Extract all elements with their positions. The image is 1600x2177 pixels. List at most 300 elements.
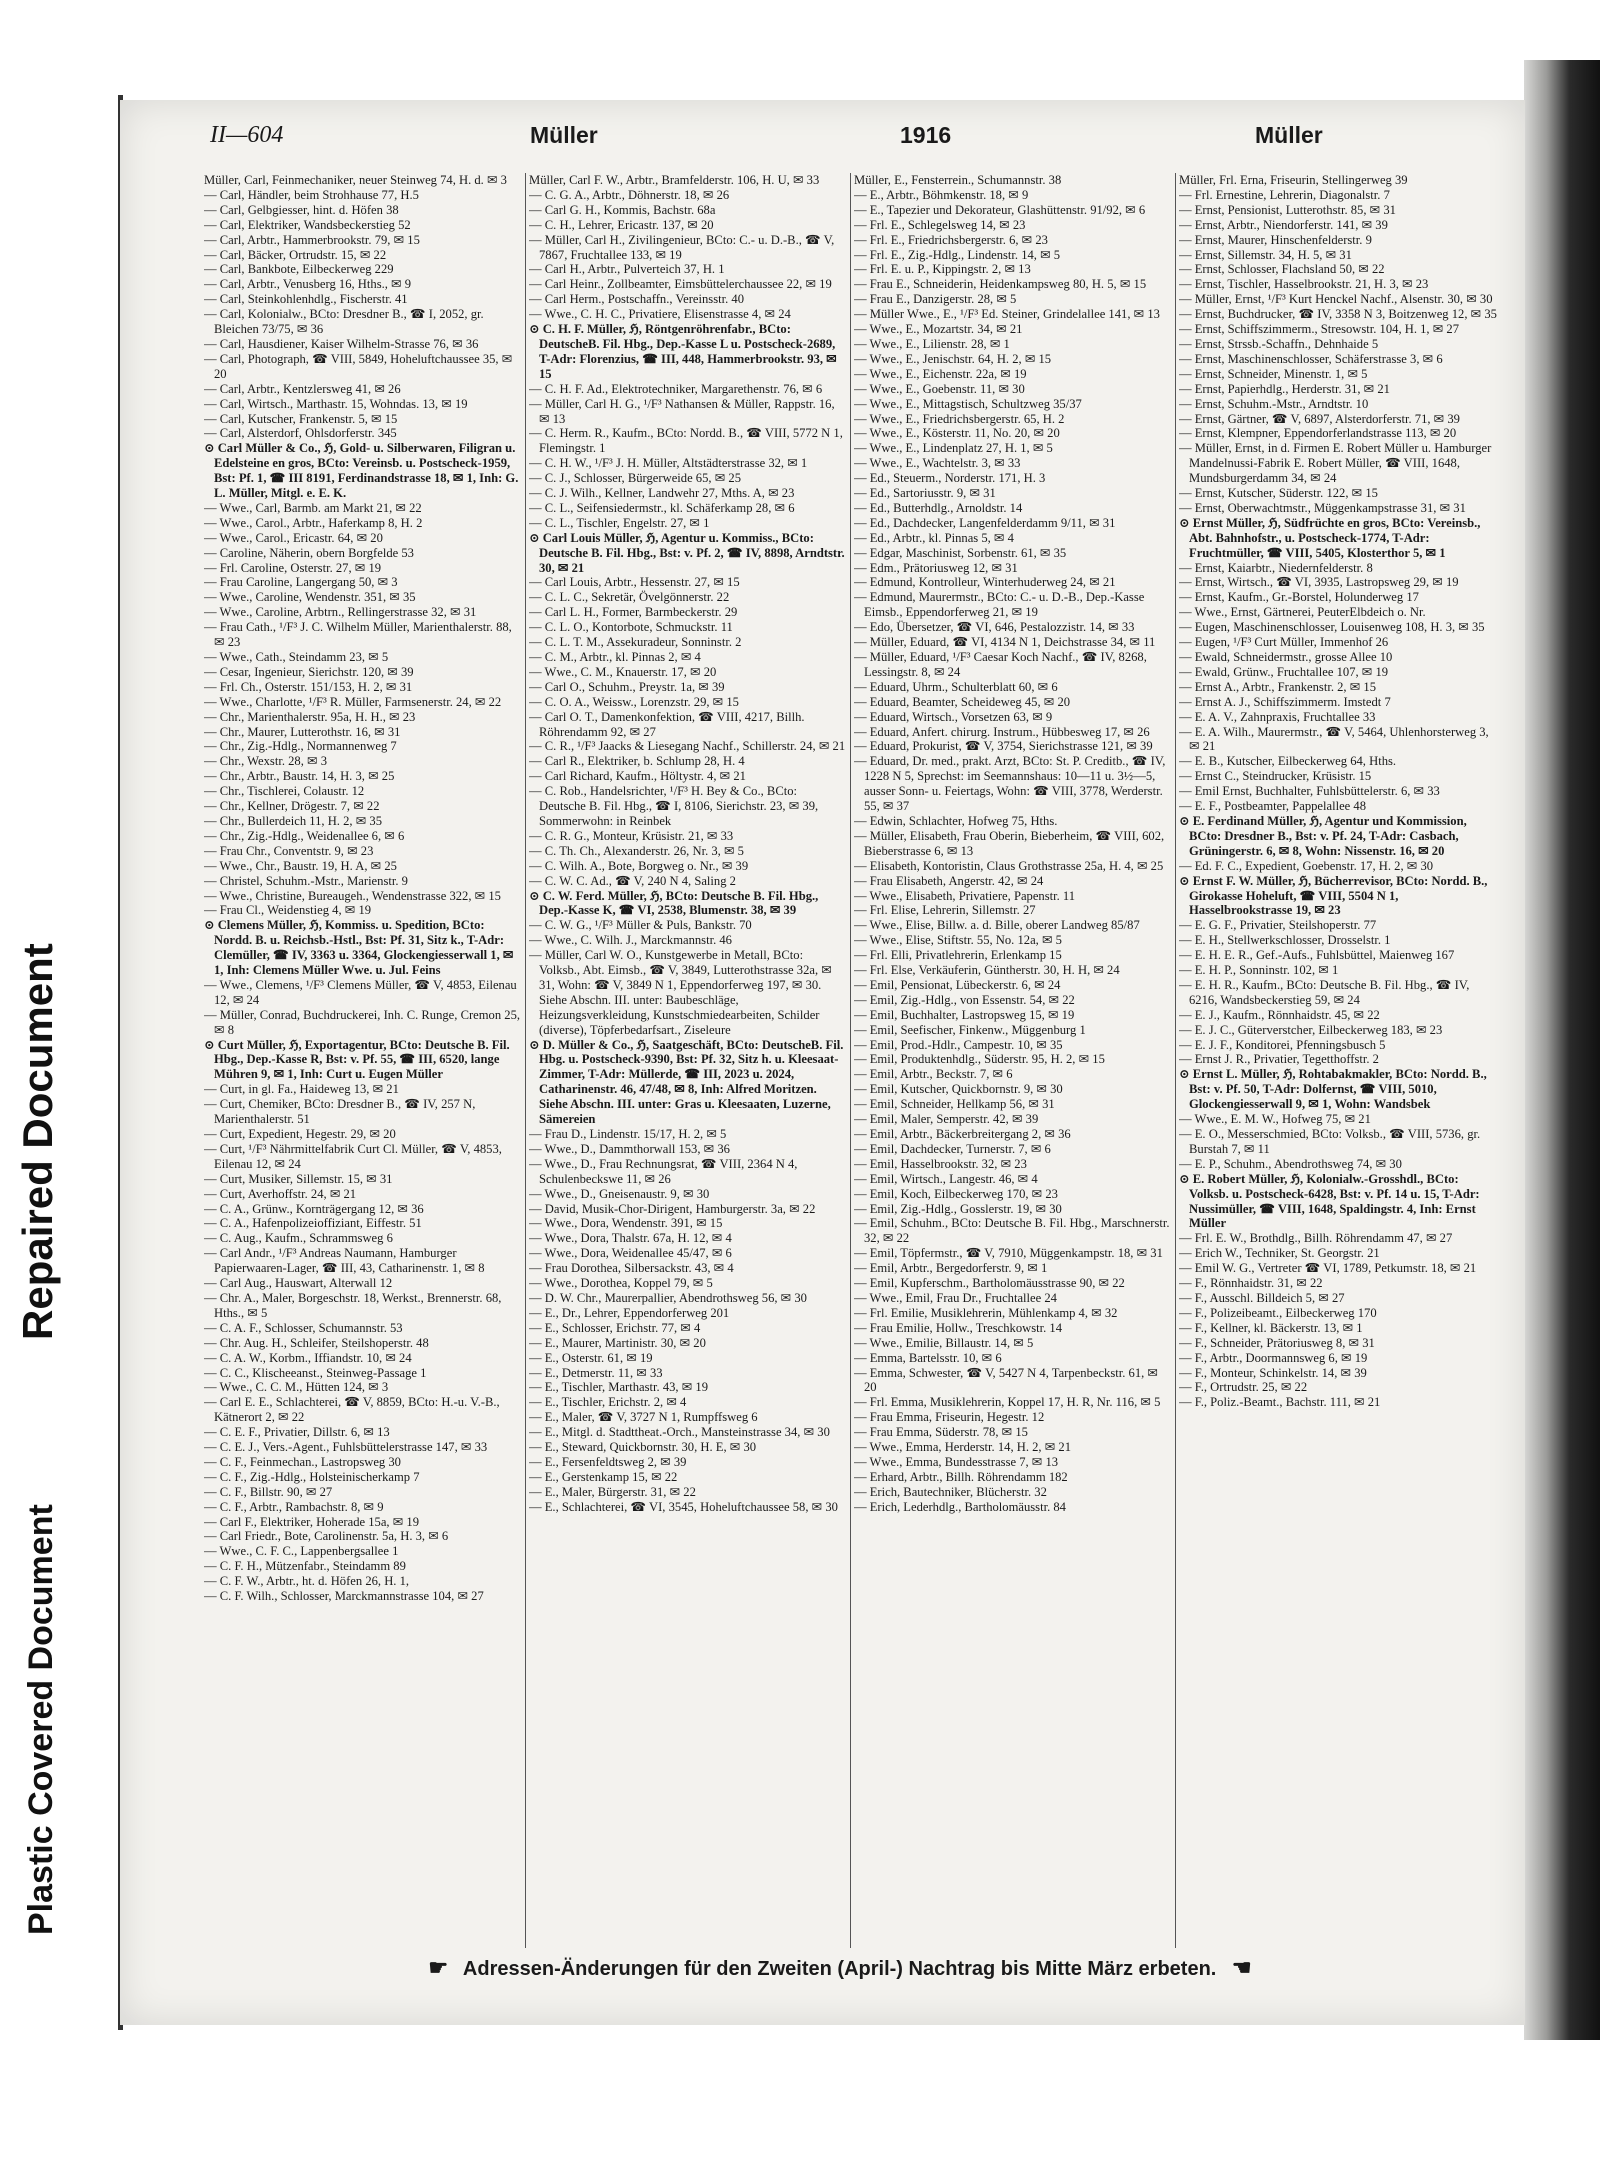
directory-entry: — Chr., Zig.-Hdlg., Normannenweg 7 bbox=[204, 739, 397, 754]
directory-entry: — Carl, Photograph, ☎ VIII, 5849, Hoheluftchaussee 35, ✉ 20 bbox=[204, 351, 513, 381]
directory-entry: — Müller, Eduard, ☎ VI, 4134 N 1, Deichstrasse 34, ✉ 11 bbox=[854, 635, 1156, 650]
directory-entry: — Ed., Steuerm., Norderstr. 171, H. 3 bbox=[854, 471, 1046, 486]
directory-entry: — Edo, Übersetzer, ☎ VI, 646, Pestalozzistr. 14, ✉ 33 bbox=[854, 620, 1135, 635]
directory-entry: — Eduard, Anfert. chirurg. Instrum., Hübbesweg 17, ✉ 26 bbox=[854, 724, 1150, 739]
directory-entry: — E., Fersenfeldtsweg 2, ✉ 39 bbox=[529, 1454, 687, 1469]
directory-entry: — Cesar, Ingenieur, Sierichstr. 120, ✉ 39 bbox=[204, 664, 414, 679]
pointing-hand-left-icon: ☚ bbox=[1231, 1955, 1252, 1980]
directory-entry: ⊙ Carl Louis Müller, ℌ, Agentur u. Kommiss., BCto: Deutsche B. Fil. Hbg., Bst: v. Pf. 2, ☎ IV, 8898, Arndtstr. 30, ✉ 21 bbox=[529, 530, 845, 575]
directory-entry: — Ernst, Strssb.-Schaffn., Dehnhaide 5 bbox=[1179, 336, 1379, 351]
directory-entry: — C. J. Wilh., Kellner, Landwehr 27, Mths. A, ✉ 23 bbox=[529, 486, 795, 501]
directory-entry: — Carl Richard, Kaufm., Höltystr. 4, ✉ 21 bbox=[529, 769, 746, 784]
directory-entry: — Curt, Chemiker, BCto: Dresdner B., ☎ IV, 257 N, Marienthalerstr. 51 bbox=[204, 1097, 476, 1127]
directory-entry: — Carl, Steinkohlenhdlg., Fischerstr. 41 bbox=[204, 292, 408, 307]
directory-entry: — Wwe., D., Frau Rechnungsrat, ☎ VIII, 2364 N 4, Schulenbeckswe 11, ✉ 26 bbox=[529, 1156, 798, 1186]
directory-entry: — Carl R., Elektriker, b. Schlump 28, H. 4 bbox=[529, 754, 745, 769]
directory-entry: — Ernst, Schuhm.-Mstr., Arndtstr. 10 bbox=[1179, 396, 1369, 411]
directory-entry: — Müller, Elisabeth, Frau Oberin, Bieberheim, ☎ VIII, 602, Bieberstrasse 6, ✉ 13 bbox=[854, 828, 1165, 858]
directory-entry: — Carl, Bankbote, Eilbeckerweg 229 bbox=[204, 262, 394, 277]
directory-entry: — C. F. W., Arbtr., ht. d. Höfen 26, H. 1, bbox=[204, 1574, 410, 1589]
directory-entry: — Frau Cath., ¹/F³ J. C. Wilhelm Müller, Marienthalerstr. 88, ✉ 23 bbox=[204, 620, 512, 650]
directory-entry: — E. B., Kutscher, Eilbeckerweg 64, Hths. bbox=[1179, 754, 1397, 769]
directory-entry: — C. A., Grünw., Kornträgergang 12, ✉ 36 bbox=[204, 1201, 424, 1216]
directory-entry: — Ernst, Schlosser, Flachsland 50, ✉ 22 bbox=[1179, 262, 1385, 277]
directory-columns bbox=[204, 173, 1499, 1948]
directory-entry: — F., Monteur, Schinkelstr. 14, ✉ 39 bbox=[1179, 1365, 1367, 1380]
directory-entry: — Emil, Arbtr., Bäckerbreitergang 2, ✉ 36 bbox=[854, 1127, 1071, 1141]
directory-entry: — C. F., Billstr. 90, ✉ 27 bbox=[204, 1484, 333, 1499]
directory-entry: — E., Osterstr. 61, ✉ 19 bbox=[529, 1350, 653, 1365]
column-divider bbox=[525, 173, 526, 1948]
directory-entry: — E., Maler, ☎ V, 3727 N 1, Rumpffsweg 6 bbox=[529, 1410, 758, 1425]
directory-entry: — Ernst, Buchdrucker, ☎ IV, 3358 N 3, Boitzenweg 12, ✉ 35 bbox=[1179, 307, 1497, 322]
directory-entry: — Christel, Schuhm.-Mstr., Marienstr. 9 bbox=[204, 873, 408, 888]
directory-entry: — Emil, Dachdecker, Turnerstr. 7, ✉ 6 bbox=[854, 1141, 1051, 1156]
directory-entry: — Wwe., Dorothea, Koppel 79, ✉ 5 bbox=[529, 1276, 713, 1291]
directory-entry: — Edmund, Kontrolleur, Winterhuderweg 24, ✉ 21 bbox=[854, 575, 1116, 590]
directory-entry: — Chr., Zig.-Hdlg., Weidenallee 6, ✉ 6 bbox=[204, 828, 405, 843]
directory-entry: — C. Th. Ch., Alexanderstr. 26, Nr. 3, ✉ 5 bbox=[529, 843, 744, 858]
directory-entry: — E., Gerstenkamp 15, ✉ 22 bbox=[529, 1469, 678, 1484]
directory-entry: — Eduard, Prokurist, ☎ V, 3754, Sierichstrasse 121, ✉ 39 bbox=[854, 739, 1153, 754]
directory-entry: — Chr., Kellner, Drögestr. 7, ✉ 22 bbox=[204, 799, 380, 814]
directory-entry: — F., Schneider, Prätoriusweg 8, ✉ 31 bbox=[1179, 1335, 1375, 1350]
directory-entry: — Emil, Koch, Eilbeckerweg 170, ✉ 23 bbox=[854, 1186, 1058, 1201]
directory-entry: — Carl, Kolonialw., BCto: Dresdner B., ☎ I, 2052, gr. Bleichen 73/75, ✉ 36 bbox=[204, 307, 484, 337]
directory-entry: — C. W. G., ¹/F³ Müller & Puls, Bankstr. 70 bbox=[529, 918, 752, 933]
directory-entry: — Emil, Schuhm., BCto: Deutsche B. Fil. Hbg., Marschnerstr. 32, ✉ 22 bbox=[854, 1216, 1170, 1246]
directory-entry: — C. G. A., Arbtr., Döhnerstr. 18, ✉ 26 bbox=[529, 187, 730, 202]
directory-entry: — Carl, Wirtsch., Marthastr. 15, Wohndas. 13, ✉ 19 bbox=[204, 396, 468, 411]
directory-entry: — Carl, Arbtr., Hammerbrookstr. 79, ✉ 15 bbox=[204, 232, 420, 247]
directory-entry: — Wwe., E., Lindenplatz 27, H. 1, ✉ 5 bbox=[854, 441, 1053, 456]
directory-entry: ⊙ Clemens Müller, ℌ, Kommiss. u. Spedition, BCto: Nordd. B. u. Reichsb.-Hstl., Bst: Pf. 31, Sitz k., T-Adr: Clemüller, ☎ IV, 3363 u. 3364, Glockengiesserwall 1, ✉ 1, Inh: Clemens Müller Wwe. u. Jul. Feins bbox=[204, 918, 514, 978]
directory-entry: — Carl, Hausdiener, Kaiser Wilhelm-Strasse 76, ✉ 36 bbox=[204, 336, 479, 351]
header-name-right: Müller bbox=[1255, 122, 1323, 148]
directory-entry: — Carl, Arbtr., Venusberg 16, Hths., ✉ 9 bbox=[204, 277, 412, 292]
directory-entry: ⊙ C. H. F. Müller, ℌ, Röntgenröhrenfabr., BCto: DeutscheB. Fil. Hbg., Dep.-Kasse L u. Postscheck-2689, T-Adr: Florenzius, ☎ III, 448, Hammerbrookstr. 93, ✉ 15 bbox=[529, 322, 837, 381]
directory-entry: — C. O. A., Weissw., Lorenzstr. 29, ✉ 15 bbox=[529, 694, 739, 709]
directory-entry: — Wwe., Elise, Stiftstr. 55, No. 12a, ✉ 5 bbox=[854, 933, 1062, 948]
directory-entry: — Erich W., Techniker, St. Georgstr. 21 bbox=[1179, 1246, 1380, 1261]
directory-entry: — Wwe., E., Lilienstr. 28, ✉ 1 bbox=[854, 336, 1010, 351]
directory-entry: — E., Dr., Lehrer, Eppendorferweg 201 bbox=[529, 1305, 730, 1320]
directory-entry: — Wwe., Carol., Arbtr., Haferkamp 8, H. 2 bbox=[204, 515, 423, 530]
directory-entry: — Carl G. H., Kommis, Bachstr. 68a bbox=[529, 202, 716, 217]
directory-entry: — Carl Aug., Hauswart, Alterwall 12 bbox=[204, 1276, 393, 1291]
directory-entry: — Chr., Bullerdeich 11, H. 2, ✉ 35 bbox=[204, 813, 382, 828]
header-name-left: Müller bbox=[530, 122, 598, 148]
directory-entry: — Emil, Produktenhdlg., Süderstr. 95, H. 2, ✉ 15 bbox=[854, 1052, 1105, 1067]
directory-entry: — E. A. Wilh., Maurermstr., ☎ V, 5464, Uhlenhorsterweg 3, ✉ 21 bbox=[1179, 724, 1489, 754]
directory-entry: — E., Tischler, Erichstr. 2, ✉ 4 bbox=[529, 1395, 687, 1410]
directory-entry: — Ernst, Arbtr., Niendorferstr. 141, ✉ 39 bbox=[1179, 217, 1388, 232]
directory-entry: — Emil, Buchhalter, Lastropsweg 15, ✉ 19 bbox=[854, 1007, 1075, 1022]
directory-entry: — E. H. P., Sonninstr. 102, ✉ 1 bbox=[1179, 963, 1339, 978]
directory-entry: — C. A. F., Schlosser, Schumannstr. 53 bbox=[204, 1320, 403, 1335]
directory-entry: — C. Aug., Kaufm., Schrammsweg 6 bbox=[204, 1231, 393, 1246]
directory-entry: — Frl. Ch., Osterstr. 151/153, H. 2, ✉ 31 bbox=[204, 679, 413, 694]
directory-entry: — E. H., Stellwerkschlosser, Drosselstr. 1 bbox=[1179, 933, 1391, 948]
directory-entry: — Carl, Bäcker, Ortrudstr. 15, ✉ 22 bbox=[204, 247, 387, 262]
repaired-document-label: Repaired Document bbox=[14, 943, 61, 1340]
directory-entry: — Ernst, Schiffszimmerm., Stresowstr. 104, H. 1, ✉ 27 bbox=[1179, 322, 1460, 337]
directory-entry: — Erich, Lederhdlg., Bartholomäusstr. 84 bbox=[854, 1499, 1066, 1514]
directory-entry: — Carl Louis, Arbtr., Hessenstr. 27, ✉ 15 bbox=[529, 575, 740, 590]
directory-entry: ⊙ Ernst F. W. Müller, ℌ, Bücherrevisor, BCto: Nordd. B., Girokasse Hoheluft, ☎ VIII, 5504 N 1, Hasselbrookstrasse 19, ✉ 23 bbox=[1179, 873, 1488, 918]
directory-page bbox=[120, 100, 1525, 2025]
directory-entry: — Emma, Bartelsstr. 10, ✉ 6 bbox=[854, 1350, 1002, 1365]
directory-entry: — C. F., Zig.-Hdlg., Holsteinischerkamp 7 bbox=[204, 1469, 420, 1484]
directory-entry: — Frl. E., Friedrichsbergerstr. 6, ✉ 23 bbox=[854, 232, 1048, 247]
directory-entry: — Müller, Ernst, in d. Firmen E. Robert Müller u. Hamburger Mandelnussi-Fabrik E. Robert Müller, ☎ VIII, 1648, Mundsburgerdamm 34, ✉ 24 bbox=[1179, 441, 1492, 486]
directory-entry: — Emil, Wirtsch., Langestr. 46, ✉ 4 bbox=[854, 1171, 1038, 1186]
directory-entry: — Eugen, Maschinenschlosser, Louisenweg 108, H. 3, ✉ 35 bbox=[1179, 620, 1485, 635]
directory-entry: — Müller, Conrad, Buchdruckerei, Inh. C. Runge, Cremon 25, ✉ 8 bbox=[204, 1007, 521, 1037]
directory-entry: — Wwe., Dora, Weidenallee 45/47, ✉ 6 bbox=[529, 1246, 732, 1261]
directory-entry: — Emil, Kutscher, Quickbornstr. 9, ✉ 30 bbox=[854, 1082, 1063, 1097]
directory-entry: — Chr., Tischlerei, Colaustr. 12 bbox=[204, 784, 365, 799]
directory-entry: — Carl Friedr., Bote, Carolinenstr. 5a, H. 3, ✉ 6 bbox=[204, 1529, 449, 1544]
directory-entry: — Carl E. E., Schlachterei, ☎ V, 8859, BCto: H.-u. V.-B., Kätnerort 2, ✉ 22 bbox=[204, 1395, 500, 1425]
header-year: 1916 bbox=[900, 122, 952, 148]
directory-entry: — Carl, Arbtr., Kentzlersweg 41, ✉ 26 bbox=[204, 381, 401, 396]
directory-entry: — Ernst, Klempner, Eppendorferlandstrasse 113, ✉ 20 bbox=[1179, 426, 1457, 441]
directory-entry: ⊙ Curt Müller, ℌ, Exportagentur, BCto: Deutsche B. Fil. Hbg., Dep.-Kasse R, Bst: v. Pf. 55, ☎ III, 6520, lange Mühren 9, ✉ 1, Inh: Curt u. Eugen Müller bbox=[204, 1037, 510, 1082]
directory-entry: — Emil Ernst, Buchhalter, Fuhlsbüttelerstr. 6, ✉ 33 bbox=[1179, 784, 1440, 799]
directory-entry: — Carl O. T., Damenkonfektion, ☎ VIII, 4217, Billh. Röhrendamm 92, ✉ 27 bbox=[529, 709, 805, 739]
directory-entry: — Wwe., E., Eichenstr. 22a, ✉ 19 bbox=[854, 366, 1027, 381]
directory-entry: — Frl. Caroline, Osterstr. 27, ✉ 19 bbox=[204, 560, 382, 575]
directory-entry: — E. J., Kaufm., Rönnhaidstr. 45, ✉ 22 bbox=[1179, 1007, 1380, 1022]
directory-entry: — Chr. Aug. H., Schleifer, Steilshoperstr. 48 bbox=[204, 1335, 429, 1350]
directory-entry: — Edmund, Maurermstr., BCto: C.- u. D.-B., Dep.-Kasse Eimsb., Eppendorferweg 21, ✉ 19 bbox=[854, 590, 1145, 620]
directory-entry: — Wwe., E., Goebenstr. 11, ✉ 30 bbox=[854, 381, 1025, 396]
directory-entry: — Chr., Marienthalerstr. 95a, H. H., ✉ 23 bbox=[204, 709, 416, 724]
plastic-covered-document-label: Plastic Covered Document bbox=[22, 1504, 60, 1935]
directory-entry: — Wwe., Carol., Ericastr. 64, ✉ 20 bbox=[204, 530, 383, 545]
directory-entry: — Chr. A., Maler, Borgeschstr. 18, Werkst., Brennerstr. 68, Hths., ✉ 5 bbox=[204, 1290, 502, 1320]
directory-entry: — E. O., Messerschmied, BCto: Volksb., ☎ VIII, 5736, gr. Burstah 7, ✉ 11 bbox=[1179, 1127, 1481, 1156]
directory-entry: — E., Detmerstr. 11, ✉ 33 bbox=[529, 1365, 663, 1380]
directory-entry: — C. C., Klischeeanst., Steinweg-Passage 1 bbox=[204, 1365, 427, 1380]
directory-entry: — Carl O., Schuhm., Preystr. 1a, ✉ 39 bbox=[529, 679, 725, 694]
directory-entry: — Wwe., E., Wachtelstr. 3, ✉ 33 bbox=[854, 456, 1021, 471]
directory-entry: — E. J. C., Güterverstcher, Eilbeckerweg 183, ✉ 23 bbox=[1179, 1022, 1443, 1037]
directory-entry: — C. A. W., Korbm., Iffiandstr. 10, ✉ 24 bbox=[204, 1350, 412, 1365]
directory-entry: — Emil, Zig.-Hdlg., Gosslerstr. 19, ✉ 30 bbox=[854, 1201, 1062, 1216]
directory-entry: — Curt, in gl. Fa., Haideweg 13, ✉ 21 bbox=[204, 1082, 399, 1097]
directory-entry: — E. J. F., Konditorei, Pfenningsbusch 5 bbox=[1179, 1037, 1386, 1052]
directory-entry: — F., Polizeibeamt., Eilbeckerweg 170 bbox=[1179, 1305, 1377, 1320]
directory-entry: — E., Maurer, Martinistr. 30, ✉ 20 bbox=[529, 1335, 706, 1350]
directory-entry: — Frl. E., Zig.-Hdlg., Lindenstr. 14, ✉ 5 bbox=[854, 247, 1061, 262]
directory-entry: — F., Kellner, kl. Bäckerstr. 13, ✉ 1 bbox=[1179, 1320, 1363, 1335]
directory-entry: — Frau E., Danzigerstr. 28, ✉ 5 bbox=[854, 292, 1017, 307]
directory-entry: — Frl. Elli, Privatlehrerin, Erlenkamp 15 bbox=[854, 948, 1062, 963]
directory-entry: — Carl, Händler, beim Strohhause 77, H.5 bbox=[204, 187, 419, 202]
directory-entry: — Frau Emma, Süderstr. 78, ✉ 15 bbox=[854, 1425, 1028, 1440]
directory-entry: — Carl, Alsterdorf, Ohlsdorferstr. 345 bbox=[204, 426, 397, 441]
directory-entry: — Carl, Gelbgiesser, hint. d. Höfen 38 bbox=[204, 202, 399, 217]
directory-entry: — Eduard, Beamter, Scheideweg 45, ✉ 20 bbox=[854, 694, 1071, 709]
directory-entry: — C. L. O., Kontorbote, Schmuckstr. 11 bbox=[529, 620, 733, 635]
directory-entry: — Frl. E. W., Brothdlg., Billh. Röhrendamm 47, ✉ 27 bbox=[1179, 1231, 1453, 1246]
directory-entry: ⊙ C. W. Ferd. Müller, ℌ, BCto: Deutsche B. Fil. Hbg., Dep.-Kasse K, ☎ VI, 2538, Blumenstr. 38, ✉ 39 bbox=[529, 888, 819, 918]
directory-entry: — Emil, Prod.-Hdlr., Campestr. 10, ✉ 35 bbox=[854, 1037, 1063, 1052]
directory-entry: — Ernst A. J., Schiffszimmerm. Imstedt 7 bbox=[1179, 694, 1391, 709]
directory-entry: — E. G. F., Privatier, Steilshoperstr. 77 bbox=[1179, 918, 1377, 933]
directory-entry: — Wwe., Elisabeth, Privatiere, Papenstr. 11 bbox=[854, 888, 1076, 903]
directory-entry: — E., Schlosser, Erichstr. 77, ✉ 4 bbox=[529, 1320, 701, 1335]
directory-entry: — C. L., Seifensiedermstr., kl. Schäferkamp 28, ✉ 6 bbox=[529, 500, 795, 515]
directory-entry: — Wwe., Emma, Bundesstrasse 7, ✉ 13 bbox=[854, 1454, 1059, 1469]
directory-entry: — F., Poliz.-Beamt., Bachstr. 111, ✉ 21 bbox=[1179, 1395, 1381, 1410]
directory-entry: — Ernst, Tischler, Hasselbrookstr. 21, H. 3, ✉ 23 bbox=[1179, 277, 1429, 292]
directory-entry: — Curt, ¹/F³ Nährmittelfabrik Curt Cl. Müller, ☎ V, 4853, Eilenau 12, ✉ 24 bbox=[204, 1141, 502, 1171]
directory-entry: — Wwe., Emil, Frau Dr., Fruchtallee 24 bbox=[854, 1290, 1057, 1305]
directory-entry: — Wwe., Elise, Billw. a. d. Bille, oberer Landweg 85/87 bbox=[854, 918, 1140, 933]
directory-entry: ⊙ Carl Müller & Co., ℌ, Gold- u. Silberwaren, Filigran u. Edelsteine en gros, BCto: Vereinsb. u. Postscheck-1959, Bst: Pf. 1, ☎ III 8191, Ferdinandstrasse 18, ✉ 1, Inh: G. L. Müller, Mitgl. e. E. K. bbox=[204, 441, 519, 501]
directory-entry: — Ernst, Maurer, Hinschenfelderstr. 9 bbox=[1179, 232, 1372, 247]
directory-entry: — Carl Heinr., Zollbeamter, Eimsbüttelerchaussee 22, ✉ 19 bbox=[529, 277, 832, 292]
column-divider bbox=[1175, 173, 1176, 1948]
directory-entry: — Ernst, Kaufm., Gr.-Borstel, Holunderweg 17 bbox=[1179, 590, 1419, 605]
directory-entry: — Frau Elisabeth, Angerstr. 42, ✉ 24 bbox=[854, 873, 1044, 888]
directory-entry: — C. F., Feinmechan., Lastropsweg 30 bbox=[204, 1454, 401, 1469]
directory-entry: — E. F., Postbeamter, Pappelallee 48 bbox=[1179, 799, 1367, 814]
directory-entry: — Carl, Elektriker, Wandsbeckerstieg 52 bbox=[204, 217, 411, 232]
directory-entry: — Ed., Arbtr., kl. Pinnas 5, ✉ 4 bbox=[854, 530, 1014, 545]
directory-entry: — Wwe., C. Wilh. J., Marckmannstr. 46 bbox=[529, 933, 732, 948]
directory-entry: — C. F. H., Mützenfabr., Steindamm 89 bbox=[204, 1559, 406, 1574]
document-label-strip bbox=[0, 810, 90, 1970]
directory-entry: — Emil, Arbtr., Bergedorferstr. 9, ✉ 1 bbox=[854, 1261, 1048, 1276]
directory-entry: — Müller, Ernst, ¹/F³ Kurt Henckel Nachf., Alsenstr. 30, ✉ 30 bbox=[1179, 292, 1493, 307]
directory-entry: — Wwe., E., Jenischstr. 64, H. 2, ✉ 15 bbox=[854, 351, 1052, 366]
directory-entry: — Frl. Elise, Lehrerin, Sillemstr. 27 bbox=[854, 903, 1036, 918]
directory-entry: — F., Rönnhaidstr. 31, ✉ 22 bbox=[1179, 1276, 1323, 1291]
directory-entry: — C. R., ¹/F³ Jaacks & Liesegang Nachf., Schillerstr. 24, ✉ 21 bbox=[529, 739, 846, 754]
directory-entry: — Frau Chr., Conventstr. 9, ✉ 23 bbox=[204, 843, 374, 858]
directory-entry: — C. F. Wilh., Schlosser, Marckmannstrasse 104, ✉ 27 bbox=[204, 1589, 484, 1604]
directory-entry: — Eduard, Uhrm., Schulterblatt 60, ✉ 6 bbox=[854, 679, 1058, 694]
directory-entry: — E., Steward, Quickbornstr. 30, H. E, ✉ 30 bbox=[529, 1440, 757, 1455]
directory-entry: ⊙ Ernst Müller, ℌ, Südfrüchte en gros, BCto: Vereinsb., Abt. Bahnhofstr., u. Postscheck-1774, T-Adr: Fruchtmüller, ☎ VIII, 5405, Klosterthor 5, ✉ 1 bbox=[1179, 515, 1481, 560]
directory-entry: — Ernst, Sillemstr. 34, H. 5, ✉ 31 bbox=[1179, 247, 1352, 262]
directory-entry: — C. L. C., Sekretär, Övelgönnerstr. 22 bbox=[529, 590, 730, 605]
directory-entry: — E. A. V., Zahnpraxis, Fruchtallee 33 bbox=[1179, 709, 1376, 724]
directory-entry: — Curt, Expedient, Hegestr. 29, ✉ 20 bbox=[204, 1127, 396, 1141]
directory-entry: — Wwe., E., Kösterstr. 11, No. 20, ✉ 20 bbox=[854, 426, 1060, 441]
directory-entry: — C. W. C. Ad., ☎ V, 240 N 4, Saling 2 bbox=[529, 873, 736, 888]
directory-entry: — F., Ortrudstr. 25, ✉ 22 bbox=[1179, 1380, 1308, 1395]
directory-entry: — Emma, Schwester, ☎ V, 5427 N 4, Tarpenbeckstr. 61, ✉ 20 bbox=[854, 1365, 1158, 1395]
column-divider bbox=[850, 173, 851, 1948]
directory-entry: — Frau Emilie, Hollw., Treschkowstr. 14 bbox=[854, 1320, 1063, 1335]
directory-entry: — E. H. R., Kaufm., BCto: Deutsche B. Fil. Hbg., ☎ IV, 6216, Wandsbeckerstieg 59, ✉ 24 bbox=[1179, 977, 1470, 1007]
page-header bbox=[210, 122, 1480, 158]
directory-entry: — E., Mitgl. d. Stadttheat.-Orch., Mansteinstrasse 34, ✉ 30 bbox=[529, 1425, 830, 1440]
directory-entry: — Wwe., Dora, Wendenstr. 391, ✉ 15 bbox=[529, 1216, 723, 1231]
directory-entry: — Frau D., Lindenstr. 15/17, H. 2, ✉ 5 bbox=[529, 1127, 727, 1141]
directory-entry: — Wwe., C. C. M., Hütten 124, ✉ 3 bbox=[204, 1380, 389, 1395]
directory-entry: — David, Musik-Chor-Dirigent, Hamburgerstr. 3a, ✉ 22 bbox=[529, 1201, 816, 1216]
directory-entry: — Frl. Ernestine, Lehrerin, Diagonalstr. 7 bbox=[1179, 187, 1390, 202]
directory-entry: Müller, Frl. Erna, Friseurin, Stellingerweg 39 bbox=[1179, 173, 1408, 187]
directory-entry: — E., Arbtr., Böhmkenstr. 18, ✉ 9 bbox=[854, 187, 1029, 202]
directory-entry: — Frau Cl., Weidenstieg 4, ✉ 19 bbox=[204, 903, 372, 918]
directory-entry: — Ernst, Schneider, Minenstr. 1, ✉ 5 bbox=[1179, 366, 1368, 381]
directory-entry: — Ernst, Maschinenschlosser, Schäferstrasse 3, ✉ 6 bbox=[1179, 351, 1443, 366]
directory-entry: — C. H. W., ¹/F³ J. H. Müller, Altstädterstrasse 32, ✉ 1 bbox=[529, 456, 808, 471]
directory-entry: — Erhard, Arbtr., Billh. Röhrendamm 182 bbox=[854, 1469, 1068, 1484]
directory-entry: — Wwe., E. M. W., Hofweg 75, ✉ 21 bbox=[1179, 1112, 1371, 1127]
directory-column-2 bbox=[529, 173, 847, 1948]
directory-entry: — Müller, Eduard, ¹/F³ Caesar Koch Nachf., ☎ IV, 8268, Lessingstr. 8, ✉ 24 bbox=[854, 650, 1147, 679]
footer-notice: Adressen-Änderungen für den Zweiten (April-) Nachtrag bis Mitte März erbeten. bbox=[462, 1958, 1217, 1980]
directory-entry: — Ernst J. R., Privatier, Tegetthoffstr. 2 bbox=[1179, 1052, 1379, 1067]
directory-entry: — Edwin, Schlachter, Hofweg 75, Hths. bbox=[854, 813, 1058, 828]
directory-entry: — Wwe., Dora, Thalstr. 67a, H. 12, ✉ 4 bbox=[529, 1231, 732, 1246]
directory-entry: — C. Wilh. A., Bote, Borgweg o. Nr., ✉ 39 bbox=[529, 858, 749, 873]
directory-entry: — Frau Caroline, Langergang 50, ✉ 3 bbox=[204, 575, 398, 590]
directory-entry: — Carl H., Arbtr., Pulverteich 37, H. 1 bbox=[529, 262, 725, 277]
directory-entry: — Ed., Dachdecker, Langenfelderdamm 9/11, ✉ 31 bbox=[854, 515, 1116, 530]
directory-entry: — F., Arbtr., Doormannsweg 6, ✉ 19 bbox=[1179, 1350, 1368, 1365]
directory-entry: — Wwe., Charlotte, ¹/F³ R. Müller, Farmsenerstr. 24, ✉ 22 bbox=[204, 694, 502, 709]
page-number: II—604 bbox=[210, 122, 284, 148]
directory-entry: — Wwe., C. H. C., Privatiere, Elisenstrasse 4, ✉ 24 bbox=[529, 307, 791, 322]
directory-entry: — Wwe., Emma, Herderstr. 14, H. 2, ✉ 21 bbox=[854, 1440, 1072, 1455]
directory-entry: ⊙ Ernst L. Müller, ℌ, Rohtabakmakler, BCto: Nordd. B., Bst: v. Pf. 50, T-Adr: Dolfernst, ☎ VIII, 5010, Glockengiesserwall 9, ✉ 1, Wohn: Wandsbek bbox=[1179, 1067, 1487, 1112]
directory-entry: — Wwe., E., Mozartstr. 34, ✉ 21 bbox=[854, 322, 1023, 337]
directory-entry: Müller, Carl, Feinmechaniker, neuer Steinweg 74, H. d. ✉ 3 bbox=[204, 173, 507, 187]
directory-entry: — Wwe., E., Mittagstisch, Schultzweg 35/37 bbox=[854, 396, 1082, 411]
directory-entry: — Chr., Arbtr., Baustr. 14, H. 3, ✉ 25 bbox=[204, 769, 395, 784]
directory-entry: Müller, E., Fensterrein., Schumannstr. 38 bbox=[854, 173, 1062, 187]
directory-entry: — E., Maler, Bürgerstr. 31, ✉ 22 bbox=[529, 1484, 696, 1499]
directory-entry: — C. E. J., Vers.-Agent., Fuhlsbüttelerstrasse 147, ✉ 33 bbox=[204, 1440, 488, 1455]
directory-entry: — Frau Emma, Friseurin, Hegestr. 12 bbox=[854, 1410, 1045, 1425]
directory-entry: — Ernst, Pensionist, Lutterothstr. 85, ✉ 31 bbox=[1179, 202, 1396, 217]
directory-entry: — Ernst C., Steindrucker, Krüsistr. 15 bbox=[1179, 769, 1372, 784]
directory-entry: — Wwe., C. M., Knauerstr. 17, ✉ 20 bbox=[529, 664, 717, 679]
directory-entry: — Chr., Wexstr. 28, ✉ 3 bbox=[204, 754, 328, 769]
directory-entry: — Wwe., Caroline, Wendenstr. 351, ✉ 35 bbox=[204, 590, 416, 605]
directory-entry: — Emil, Kupferschm., Bartholomäusstrasse 90, ✉ 22 bbox=[854, 1276, 1125, 1291]
directory-entry: — Ernst, Papierhdlg., Herderstr. 31, ✉ 21 bbox=[1179, 381, 1390, 396]
directory-entry: — Carl L. H., Former, Barmbeckerstr. 29 bbox=[529, 605, 738, 620]
directory-entry: — Curt, Averhoffstr. 24, ✉ 21 bbox=[204, 1186, 357, 1201]
directory-entry: — C. A., Hafenpolizeioffiziant, Eiffestr. 51 bbox=[204, 1216, 422, 1231]
directory-entry: — Ernst, Oberwachtmstr., Müggenkampstrasse 31, ✉ 31 bbox=[1179, 500, 1466, 515]
directory-entry: — Frau Dorothea, Silbersackstr. 43, ✉ 4 bbox=[529, 1261, 734, 1276]
directory-entry: — Chr., Maurer, Lutterothstr. 16, ✉ 31 bbox=[204, 724, 401, 739]
directory-entry: — Ed. F. C., Expedient, Goebenstr. 17, H. 2, ✉ 30 bbox=[1179, 858, 1434, 873]
directory-entry: — Eduard, Dr. med., prakt. Arzt, BCto: St. P. Creditb., ☎ IV, 1228 N 5, Sprechst: im Seemannshaus: 10—11 u. 3½—5, ausser Sonn- u. Feiertags, Wohn: ☎ VIII, 3778, Werderstr. 55, ✉ 37 bbox=[854, 754, 1166, 814]
directory-entry: — Ewald, Schneidermstr., grosse Allee 10 bbox=[1179, 650, 1393, 664]
directory-entry: — Emil, Pensionat, Lübeckerstr. 6, ✉ 24 bbox=[854, 977, 1061, 992]
directory-entry: — Emil, Schneider, Hellkamp 56, ✉ 31 bbox=[854, 1097, 1055, 1112]
directory-entry: — C. F., Arbtr., Rambachstr. 8, ✉ 9 bbox=[204, 1499, 384, 1514]
directory-entry: — Wwe., Christine, Bureaugeh., Wendenstrasse 322, ✉ 15 bbox=[204, 888, 501, 903]
directory-entry: — E., Schlachterei, ☎ VI, 3545, Hoheluftchaussee 58, ✉ 30 bbox=[529, 1499, 838, 1514]
directory-entry: — Wwe., C. F. C., Lappenbergsallee 1 bbox=[204, 1544, 399, 1559]
directory-entry: ⊙ E. Robert Müller, ℌ, Kolonialw.-Grosshdl., BCto: Volksb. u. Postscheck-6428, Bst: v. Pf. 14 u. 15, T-Adr: Nussimüller, ☎ VIII, 1648, Spaldingstr. 4, Inh: Ernst Müller bbox=[1179, 1171, 1480, 1231]
directory-entry: — E. H. E. R., Gef.-Aufs., Fuhlsbüttel, Maienweg 167 bbox=[1179, 948, 1455, 963]
directory-entry: — Ernst, Wirtsch., ☎ VI, 3935, Lastropsweg 29, ✉ 19 bbox=[1179, 575, 1459, 590]
directory-entry: — E. P., Schuhm., Abendrothsweg 74, ✉ 30 bbox=[1179, 1156, 1402, 1171]
directory-entry: — Ernst A., Arbtr., Frankenstr. 2, ✉ 15 bbox=[1179, 679, 1377, 694]
directory-entry: — Ed., Butterhdlg., Arnoldstr. 14 bbox=[854, 500, 1023, 515]
directory-entry: — Wwe., Ernst, Gärtnerei, PeuterElbdeich o. Nr. bbox=[1179, 605, 1426, 620]
directory-entry: — Frl. E. u. P., Kippingstr. 2, ✉ 13 bbox=[854, 262, 1031, 277]
directory-entry: — Müller, Carl W. O., Kunstgewerbe in Metall, BCto: Volksb., Abt. Eimsb., ☎ V, 3849, Lutterothstrasse 32a, ✉ 31, Wohn: ☎ V, 3849 N 1, Eppendorferweg 197, ✉ 30. Siehe Abschn. III. unter: Baubeschläge, Heizungsverkleidung, Kunstschmiedearbeiten, Schilder (diverse), Töpferbedarfsart., Ziseleure bbox=[529, 948, 832, 1037]
directory-entry: — Eugen, ¹/F³ Curt Müller, Immenhof 26 bbox=[1179, 635, 1389, 650]
directory-entry: — Edm., Prätoriusweg 12, ✉ 31 bbox=[854, 560, 1018, 575]
directory-entry: — Müller, Carl H., Zivilingenieur, BCto: C.- u. D.-B., ☎ V, 7867, Fruchtallee 133, ✉ 19 bbox=[529, 232, 835, 262]
directory-entry: ⊙ D. Müller & Co., ℌ, Saatgeschäft, BCto: DeutscheB. Fil. Hbg. u. Postscheck-9390, Bst: Pf. 32, Sitz h. u. Kleesaat-Zimmer, T-Adr: Müllerde, ☎ III, 2023 u. 2024, Catharinenstr. 46, 47/48, ✉ 8, Inh: Alfred Moritzen. Siehe Abschn. III. unter: Gras u. Kleesaaten, Luzerne, Sämereien bbox=[529, 1037, 844, 1127]
directory-column-4 bbox=[1179, 173, 1497, 1948]
directory-entry: — Emil, Arbtr., Beckstr. 7, ✉ 6 bbox=[854, 1067, 1013, 1082]
directory-entry: — C. M., Arbtr., kl. Pinnas 2, ✉ 4 bbox=[529, 650, 701, 664]
directory-entry: — Wwe., D., Gneisenaustr. 9, ✉ 30 bbox=[529, 1186, 710, 1201]
directory-entry: — Erich, Bautechniker, Blücherstr. 32 bbox=[854, 1484, 1047, 1499]
directory-entry: — Wwe., Emilie, Billaustr. 14, ✉ 5 bbox=[854, 1335, 1034, 1350]
directory-entry: — Carl F., Elektriker, Hoherade 15a, ✉ 19 bbox=[204, 1514, 420, 1529]
directory-column-3 bbox=[854, 173, 1172, 1948]
directory-entry: — Wwe., D., Dammthorwall 153, ✉ 36 bbox=[529, 1141, 730, 1156]
directory-entry: — Wwe., E., Friedrichsbergerstr. 65, H. 2 bbox=[854, 411, 1065, 426]
directory-entry: — Frl. E., Schlegelsweg 14, ✉ 23 bbox=[854, 217, 1026, 232]
directory-entry: — Ed., Sartoriusstr. 9, ✉ 31 bbox=[854, 486, 996, 501]
directory-entry: — C. H. F. Ad., Elektrotechniker, Margarethenstr. 76, ✉ 6 bbox=[529, 381, 823, 396]
directory-entry: — Edgar, Maschinist, Sorbenstr. 61, ✉ 35 bbox=[854, 545, 1067, 560]
directory-entry: — C. J., Schlosser, Bürgerweide 65, ✉ 25 bbox=[529, 471, 741, 486]
directory-entry: — Müller Wwe., E., ¹/F³ Ed. Steiner, Grindelallee 141, ✉ 13 bbox=[854, 307, 1160, 322]
directory-entry: — Wwe., Cath., Steindamm 23, ✉ 5 bbox=[204, 650, 389, 664]
directory-entry: — Emil, Hasselbrookstr. 32, ✉ 23 bbox=[854, 1156, 1027, 1171]
adjacent-page-edge bbox=[1524, 60, 1600, 2040]
directory-entry: — Frl. Else, Verkäuferin, Güntherstr. 30, H. H, ✉ 24 bbox=[854, 963, 1120, 978]
directory-entry: — Emil, Maler, Semperstr. 42, ✉ 39 bbox=[854, 1112, 1039, 1127]
directory-entry: — Eduard, Wirtsch., Vorsetzen 63, ✉ 9 bbox=[854, 709, 1053, 724]
directory-entry: — Ernst, Gärtner, ☎ V, 6897, Alsterdorferstr. 71, ✉ 39 bbox=[1179, 411, 1460, 426]
directory-column-1 bbox=[204, 173, 522, 1948]
pointing-hand-right-icon: ☛ bbox=[428, 1955, 449, 1980]
directory-entry: — Carl Andr., ¹/F³ Andreas Naumann, Hamburger Papierwaaren-Lager, ☎ III, 43, Catharinenstr. 1, ✉ 8 bbox=[204, 1246, 485, 1276]
directory-entry: — Wwe., Chr., Baustr. 19, H. A, ✉ 25 bbox=[204, 858, 397, 873]
directory-entry: — Emil, Zig.-Hdlg., von Essenstr. 54, ✉ 22 bbox=[854, 992, 1075, 1007]
directory-entry: — C. R. G., Monteur, Krüsistr. 21, ✉ 33 bbox=[529, 828, 734, 843]
directory-entry: — D. W. Chr., Maurerpallier, Abendrothsweg 56, ✉ 30 bbox=[529, 1290, 807, 1305]
directory-entry: — C. E. F., Privatier, Dillstr. 6, ✉ 13 bbox=[204, 1425, 390, 1440]
directory-entry: — C. L. T. M., Assekuradeur, Sonninstr. 2 bbox=[529, 635, 742, 650]
directory-entry: — Emil, Seefischer, Finkenw., Müggenburg 1 bbox=[854, 1022, 1086, 1037]
directory-entry: — Wwe., Clemens, ¹/F³ Clemens Müller, ☎ V, 4853, Eilenau 12, ✉ 24 bbox=[204, 977, 517, 1007]
directory-entry: — E., Tapezier und Dekorateur, Glashüttenstr. 91/92, ✉ 6 bbox=[854, 202, 1146, 217]
directory-entry: — E., Tischler, Marthastr. 43, ✉ 19 bbox=[529, 1380, 709, 1395]
directory-entry: — C. Herm. R., Kaufm., BCto: Nordd. B., ☎ VIII, 5772 N 1, Flemingstr. 1 bbox=[529, 426, 843, 456]
directory-entry: Müller, Carl F. W., Arbtr., Bramfelderstr. 106, H. U, ✉ 33 bbox=[529, 173, 820, 187]
directory-entry: — Wwe., Carl, Barmb. am Markt 21, ✉ 22 bbox=[204, 500, 422, 515]
directory-entry: ⊙ E. Ferdinand Müller, ℌ, Agentur und Kommission, BCto: Dresdner B., Bst: v. Pf. 24, T-Adr: Casbach, Grüningerstr. 6, ✉ 8, Wohn: Nissenstr. 16, ✉ 20 bbox=[1179, 813, 1467, 858]
directory-entry: — Ernst, Kutscher, Süderstr. 122, ✉ 15 bbox=[1179, 486, 1378, 501]
directory-entry: — Carl, Kutscher, Frankenstr. 5, ✉ 15 bbox=[204, 411, 398, 426]
directory-entry: — C. L., Tischler, Engelstr. 27, ✉ 1 bbox=[529, 515, 710, 530]
directory-entry: — Elisabeth, Kontoristin, Claus Grothstrasse 25a, H. 4, ✉ 25 bbox=[854, 858, 1164, 873]
